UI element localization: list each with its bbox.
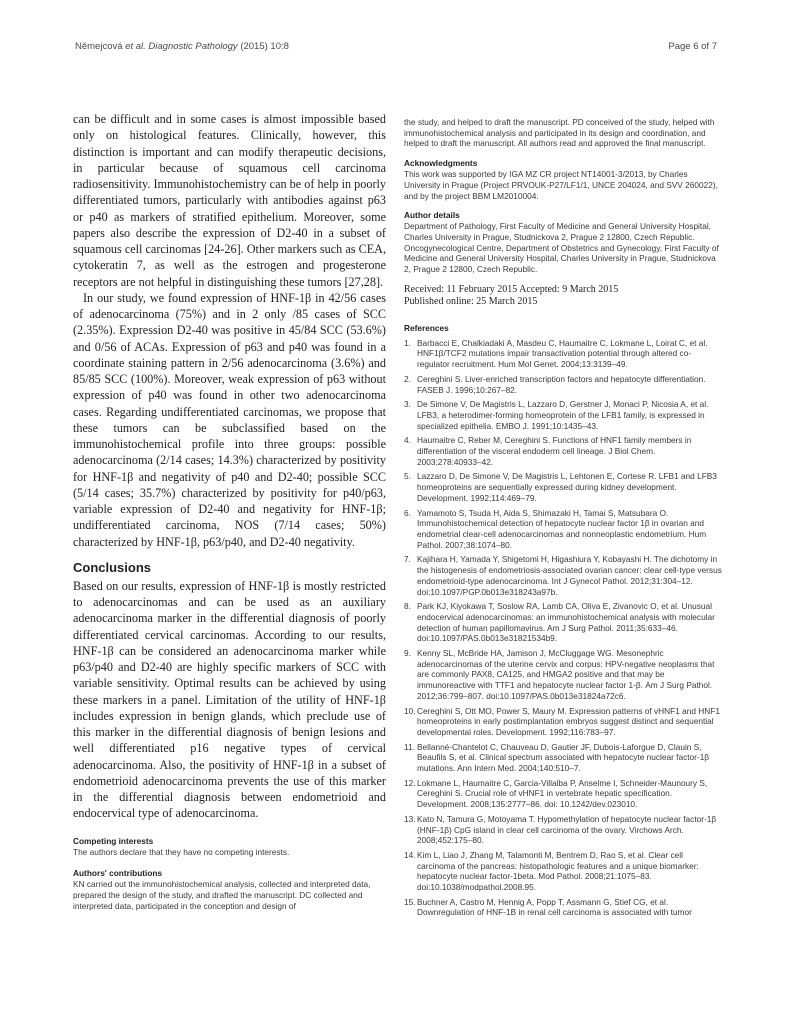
reference-number: 11. (404, 741, 415, 752)
reference-item (404, 897, 722, 918)
reference-item (404, 338, 722, 370)
acknowledgments-heading: Acknowledgments (404, 158, 478, 169)
reference-text: Buchner A, Castro M, Hennig A, Popp T, Assmann G, Stief CG, et al. Downregulation of HNF-1B in renal cell carcinoma is associated with tumor (417, 896, 692, 918)
references-heading: References (404, 322, 449, 333)
reference-number: 15. (404, 896, 416, 907)
reference-text: Yamamoto S, Tsuda H, Aida S, Shimazaki H, Tamai S, Matsubara O. Immunohistochemical detection of hepatocyte nuclear factor 1β in ovarian and endometrial clear-cell adenocarcinomas and nonneoplastic endometrium. Hum Pathol. 2007;38:1074–80. (417, 507, 707, 550)
reference-number: 14. (404, 849, 416, 860)
authors-contributions-text: KN carried out the immunohistochemical analysis, collected and interpreted data, prepared the design of the study, and drafted the manuscript. DC collected and interpreted data, participated in the conception and design of (73, 879, 371, 911)
reference-item (404, 850, 722, 893)
reference-text: Kato N, Tamura G, Motoyama T. Hypomethylation of hepatocyte nuclear factor-1β (HNF-1β) CpG island in clear cell carcinoma of the ovary. Virchows Arch. 2008;452:175–80. (417, 813, 717, 846)
reference-item (404, 601, 722, 644)
received-accepted-dates: Received: 11 February 2015 Accepted: 9 March 2015 (404, 283, 619, 295)
reference-text: Lokmane L, Haumaitre C, Garcia-Villalba P, Anselme I, Schneider-Maunoury S, Cereghini S. Crucial role of vHNF1 in vertebrate hepatic specification. Development. 2008;135:2777–86. doi: 10.1242/dev.023010. (417, 777, 708, 810)
reference-number: 3. (404, 399, 411, 410)
reference-text: Barbacci E, Chalkiadaki A, Masdeu C, Haumaitre C, Lokmane L, Loirat C, et al. HNF1β/TCF2 mutations impair transactivation potential through altered co-regulator recruitment. Hum Mol Genet. 2004;13:3139–49. (417, 337, 708, 370)
header-etal: et al. (125, 41, 146, 52)
acknowledgments-text: This work was supported by IGA MZ CR project NT14001-3/2013, by Charles University in Prague (Project PRVOUK-P27/LF1/1, UNCE 204024, and SVV 260022), and by the project BBM LM2010004. (404, 169, 718, 201)
reference-item (404, 508, 722, 551)
header-authors: Němejcová (75, 41, 123, 52)
published-date: Published online: 25 March 2015 (404, 296, 538, 308)
reference-number: 10. (404, 705, 416, 716)
reference-number: 13. (404, 813, 416, 824)
reference-item (404, 399, 722, 431)
reference-item (404, 778, 722, 810)
competing-interests-section (73, 836, 386, 858)
reference-number: 2. (404, 373, 411, 384)
reference-item (404, 742, 722, 774)
reference-number: 7. (404, 554, 411, 565)
reference-number: 12. (404, 777, 416, 788)
reference-number: 8. (404, 601, 411, 612)
reference-text: Kim L, Liao J, Zhang M, Talamonti M, Bentrem D, Rao S, et al. Clear cell carcinoma of the pancreas: histopathologic features and a unique biomarker: hepatocyte nuclear factor-1beta. Mod Pathol. 2008;21:1075–83. doi:10.1038/modpathol.2008.95. (417, 849, 699, 893)
reference-number: 1. (404, 337, 411, 348)
left-column (73, 111, 386, 911)
header-citation (75, 41, 289, 52)
reference-item (404, 706, 722, 738)
reference-text: De Simone V, De Magistris L, Lazzaro D, Gerstner J, Monaci P, Nicosia A, et al. LFB3, a heterodimer-forming homeoprotein of the LFB1 family, is expressed in specialized epithelia. EMBO J. 1991;10:1435–43. (417, 399, 709, 431)
reference-item (404, 648, 722, 702)
reference-item (404, 554, 722, 597)
competing-interests-text: The authors declare that they have no competing interests. (73, 846, 290, 857)
reference-number: 4. (404, 435, 411, 446)
reference-text: Cereghini S, Ott MO, Power S, Maury M. Expression patterns of vHNF1 and HNF1 homeoproteins in early postimplantation embryos suggest distinct and sequential developmental roles. Development. 1992;116:783–97. (417, 705, 720, 737)
running-header (75, 41, 717, 55)
reference-item (404, 435, 722, 467)
author-details-heading: Author details (404, 210, 460, 221)
discussion-paragraph: can be difficult and in some cases is almost impossible based only on histological features. Clinically, however, this distinction is important and can modify therapeutic decisions, in particular because of squamous cell carcinoma radiosensitivity. Immunohistochemistry can be of help in poorly differentiated tumors, particularly with antibodies against p63 or p40 as markers of stratified epithelium. Moreover, some papers also describe the expression of D2-40 in a subset of squamous cell carcinomas [24-26]. Other markers such as CEA, cytokeratin 7, as well as the estrogen and progesterone receptors are not helpful in distinguishing these tumors [27,28]. (73, 112, 386, 289)
right-column (404, 117, 722, 922)
reference-text: Kajihara H, Yamada Y, Shigetomi H, Higashiura Y, Kobayashi H. The dichotomy in the histogenesis of endometriosis-associated ovarian cancer: clear cell-type versus endometrioid-type adenocarcinoma. Int J Gynecol Pathol. 2012;31:304–12. doi:10.1097/PGP.0b013e318243a97b. (417, 554, 722, 597)
discussion-paragraph: In our study, we found expression of HNF-1β in 42/56 cases of adenocarcinoma (75%) and in 2 only /85 cases of SCC (2.35%). Expression D2-40 was positive in 45/84 SCC (53.6%) and 0/56 of ACAs. Expression of p63 and p40 was found in a coordinate staining pattern in 2/56 adenocarcinoma (3.6%) and 85/85 SCC (100%). Moreover, weak expression of p63 without expression of p40 was found in other two adenocarcinoma cases. Regarding undifferentiated carcinomas, we propose that these tumors can be subclassified based on the immunohistochemical profile into three groups: possible adenocarcinoma (2/14 cases; 14.3%) characterized by positivity for HNF-1β and negativity of p40 and D2-40; possible SCC (5/14 cases; 35.7%) characterized by positivity for p40/p63, variable expression of D2-40 and negativity for HNF-1β; undifferentiated carcinoma, NOS (7/14 cases; 50%) characterized by HNF-1β, p63/p40, and D2-40 negativity. (73, 290, 386, 549)
header-journal: Diagnostic Pathology (148, 41, 238, 52)
reference-number: 5. (404, 471, 411, 482)
conclusions-heading: Conclusions (73, 559, 152, 575)
authors-contributions-section (73, 868, 386, 911)
references-list (404, 338, 722, 918)
reference-text: Bellanné-Chantelot C, Chauveau D, Gautier JF, Dubois-Laforgue D, Clauin S, Beaufils S, et al. Clinical spectrum associated with hepatocyte nuclear factor-1β mutations. Ann Intern Med. 2004;140:510–7. (417, 741, 710, 774)
competing-interests-heading: Competing interests (73, 835, 154, 846)
reference-number: 9. (404, 648, 411, 659)
reference-number: 6. (404, 507, 411, 518)
reference-item (404, 374, 722, 395)
conclusions-paragraph: Based on our results, expression of HNF-1β is mostly restricted to adenocarcinomas and can be used as an auxiliary adenocarcinoma marker in the differential diagnosis of poorly differentiated cervical carcinomas. According to our results, HNF-1β can be considered an adenocarcinoma marker while p63/p40 and D2-40 are highly specific markers of SCC with variable sensitivity. Optimal results can be achieved by using these markers in a panel. Limitation of the utility of HNF-1β includes expression in benign glands, which preclude use of this marker in the differential diagnosis of benign lesions and well differentiated p16 negative types of cervical adenocarcinoma. Also, the positivity of HNF-1β in a subset of endometrioid adenocarcinoma prevents the use of this marker in the differential diagnosis between endometrioid and endocervical type of adenocarcinoma. (73, 578, 386, 821)
reference-text: Kenny SL, McBride HA, Jamison J, McCluggage WG. Mesonephric adenocarcinomas of the uterine cervix and corpus: HPV-negative neoplasms that are commonly PAX8, CA125, and HMGA2 positive and that may be immunoreactive with TTF1 and hepatocyte nuclear factor 1-β. Am J Surg Pathol. 2012;36:799–807. doi:10.1097/PAS.0b013e31824a72c6. (417, 648, 715, 701)
header-volume: (2015) 10:8 (240, 41, 289, 52)
page-number: Page 6 of 7 (668, 41, 717, 52)
reference-text: Lazzaro D, De Simone V, De Magistris L, Lehtonen E, Cortese R. LFB1 and LFB3 homeoproteins are sequentially expressed during kidney development. Development. 1992;114:469–79. (417, 471, 717, 503)
reference-text: Haumaitre C, Reber M, Cereghini S. Functions of HNF1 family members in differentiation of the visceral endoderm cell lineage. J Biol Chem. 2003;278:40933–42. (417, 435, 692, 467)
reference-text: Park KJ, Kiyokawa T, Soslow RA, Lamb CA, Oliva E, Zivanovic O, et al. Unusual endocervical adenocarcinomas: an immunohistochemical analysis with molecular detection of human papillomavirus. Am J Surg Pathol. 2011;35:633–46. doi:10.1097/PAS.0b013e31821534b9. (417, 601, 715, 644)
reference-text: Cereghini S. Liver-enriched transcription factors and hepatocyte differentiation. FASEB J. 1996;10:267–82. (417, 373, 706, 395)
author-details-text: Department of Pathology, First Faculty of Medicine and General University Hospital, Charles University in Prague, Studnickova 2, Prague 2 12800, Czech Republic. Oncogynecological Centre, Department of Obstetrics and Gynecology, First Faculty of Medicine and General University Hospital, Charles University in Prague, Studnickova 2, Prague 2 12800, Czech Republic. (404, 221, 719, 275)
reference-item (404, 471, 722, 503)
authors-contributions-heading: Authors' contributions (73, 868, 163, 879)
reference-item (404, 814, 722, 846)
authors-contributions-continued: the study, and helped to draft the manuscript. PD conceived of the study, helped with immunohistochemical analysis and participated in its design and coordination, and helped to draft the manuscript. All authors read and approved the final manuscript. (404, 117, 715, 149)
